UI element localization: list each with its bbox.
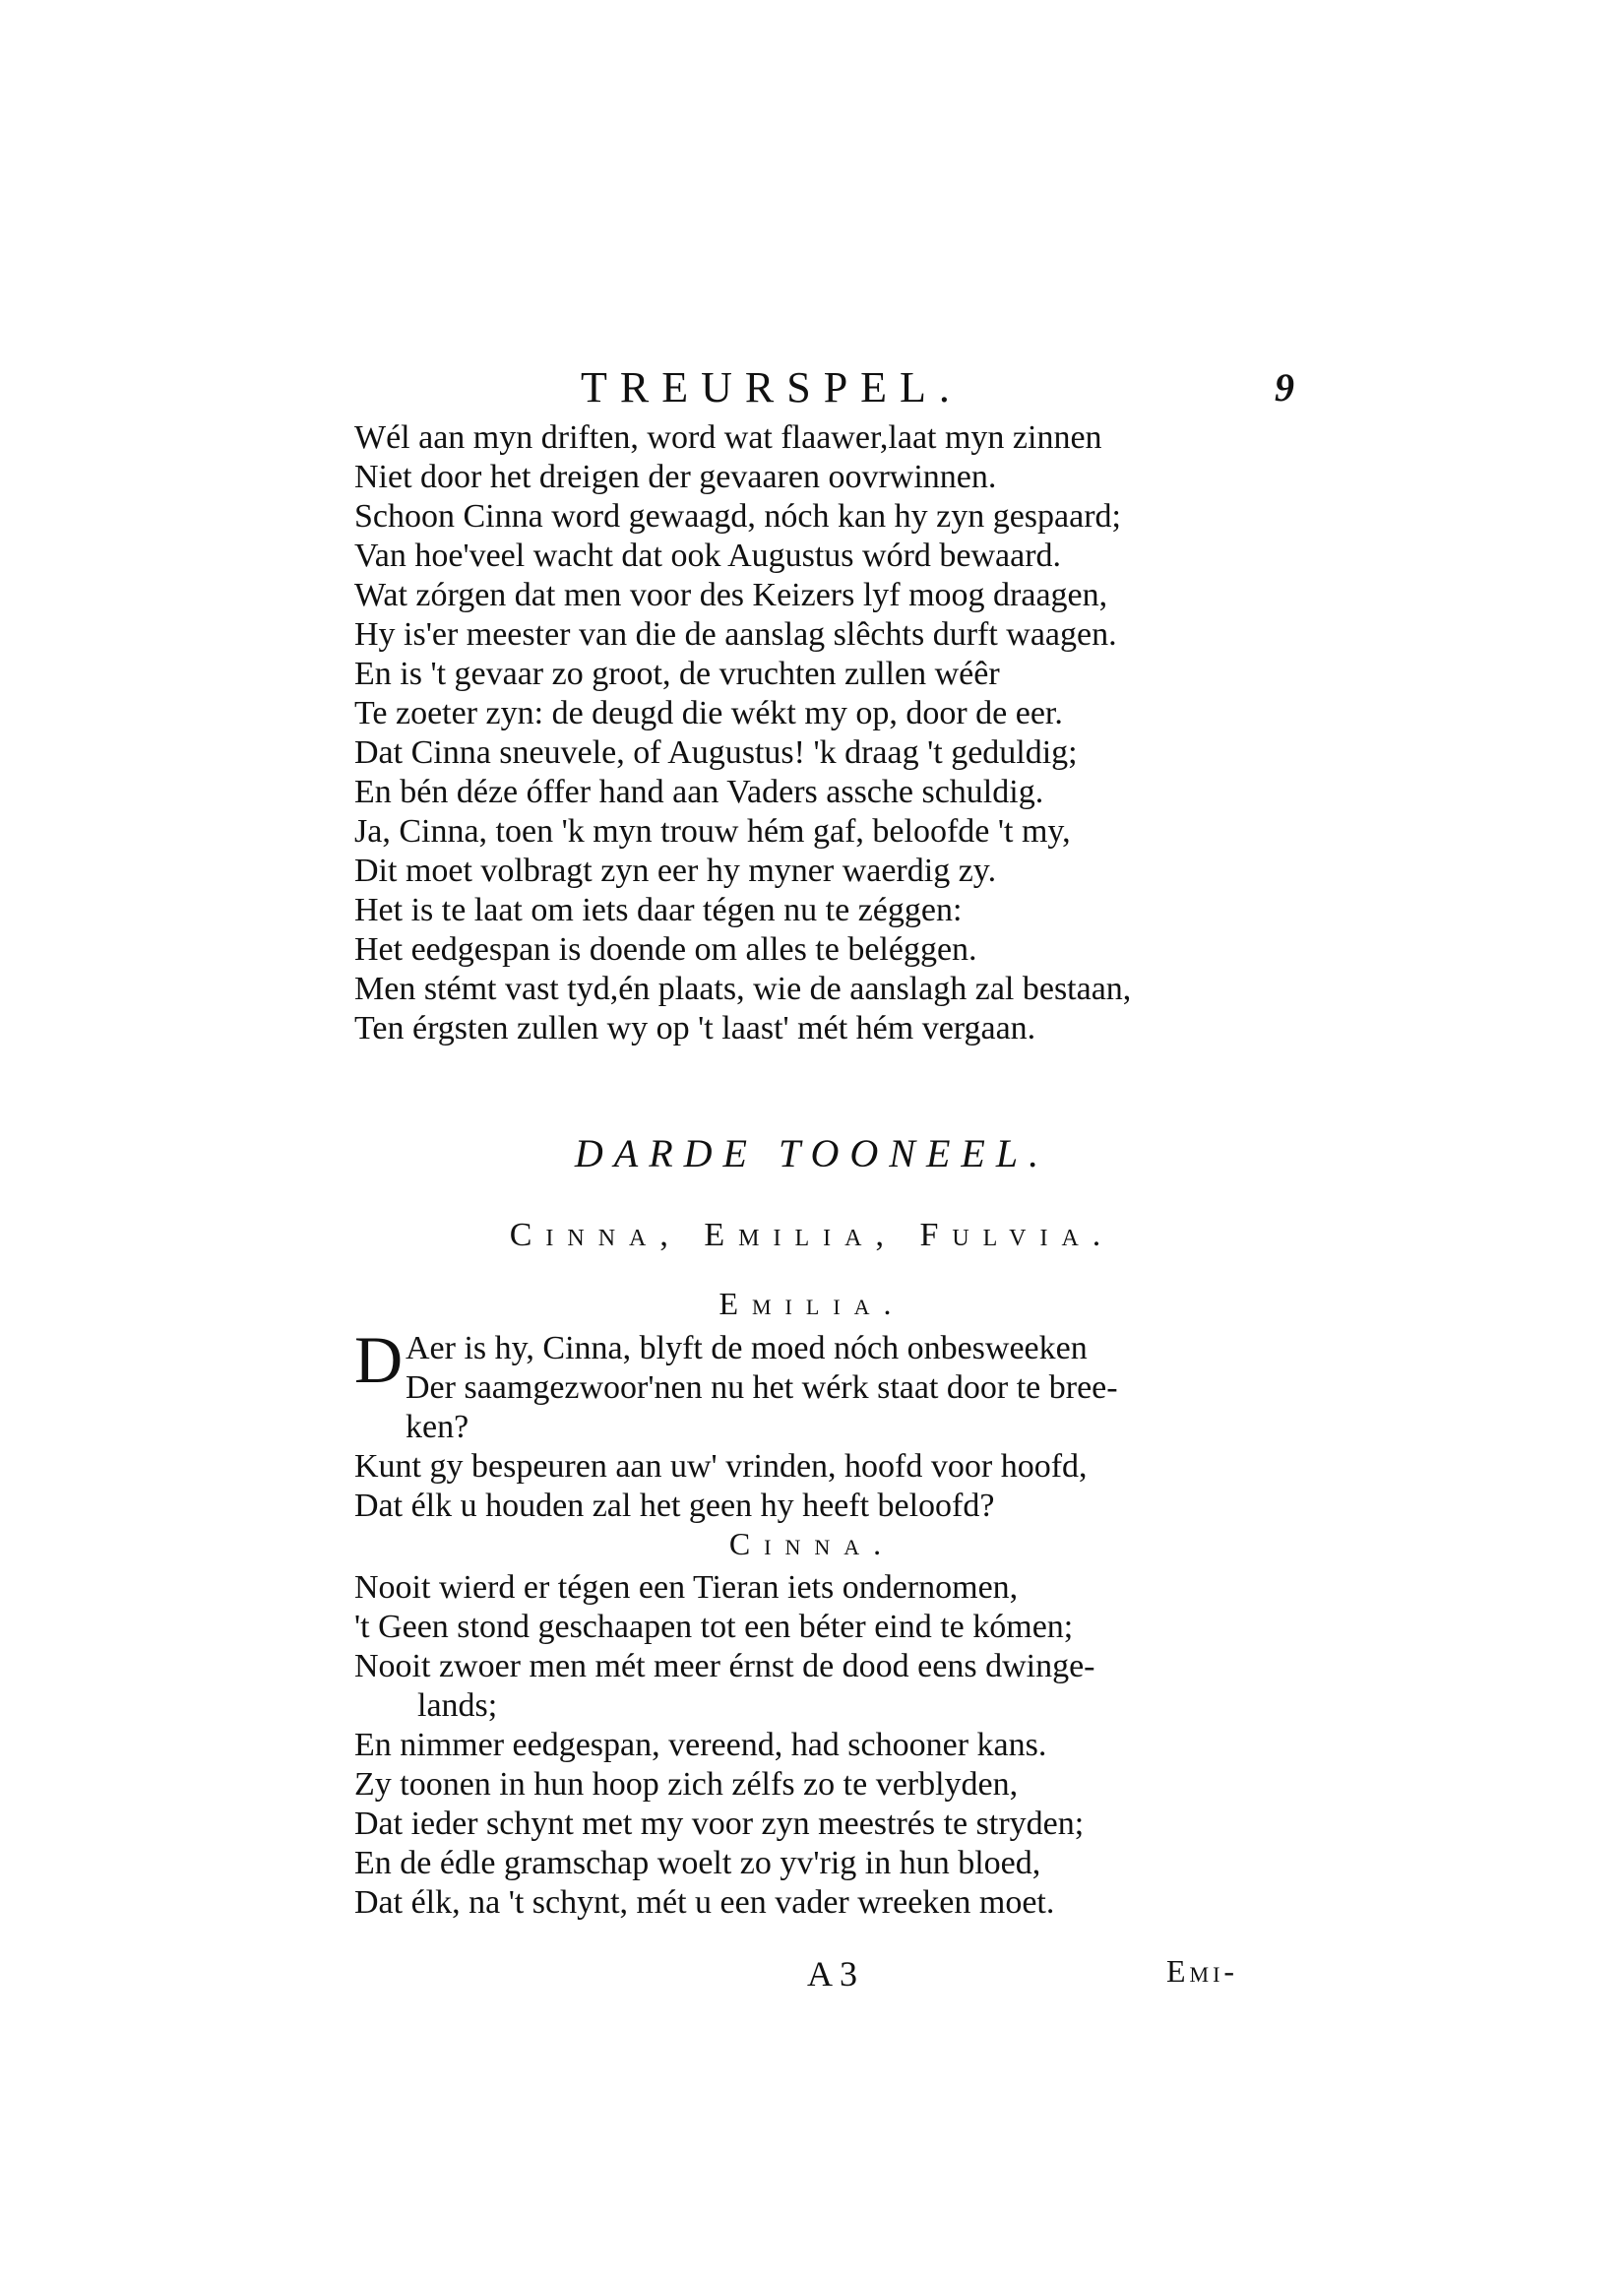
verse-line: En de édle gramschap woelt zo yv'rig in hun bloed,: [354, 1845, 1041, 1881]
verse-line: 't Geen stond geschaapen tot een béter eind te kómen;: [354, 1609, 1074, 1645]
drop-capital: D: [354, 1322, 404, 1397]
verse-line: Ja, Cinna, toen 'k myn trouw hém gaf, beloofde 't my,: [354, 813, 1071, 850]
verse-line: Ten érgsten zullen wy op 't laast' mét hém vergaan.: [354, 1010, 1036, 1046]
verse-line: Wat zórgen dat men voor des Keizers lyf moog draagen,: [354, 577, 1108, 613]
verse-line: Dit moet volbragt zyn eer hy myner waerdig zy.: [354, 853, 997, 889]
verse-line: Het eedgespan is doende om alles te beléggen.: [354, 931, 977, 968]
verse-line: Schoon Cinna word gewaagd, nóch kan hy zyn gespaard;: [354, 498, 1121, 535]
verse-line: Hy is'er meester van die de aanslag slêchts durft waagen.: [354, 616, 1117, 653]
verse-line: Wél aan myn driften, word wat flaawer,laat myn zinnen: [354, 419, 1102, 456]
verse-line: Dat élk, na 't schynt, mét u een vader wreeken moet.: [354, 1884, 1055, 1921]
running-title: TREURSPEL.: [581, 363, 963, 412]
verse-line: Der saamgezwoor'nen nu het wérk staat door te bree-: [406, 1369, 1118, 1406]
verse-line: ken?: [406, 1409, 469, 1445]
speaker-name: Emilia.: [718, 1286, 906, 1321]
verse-line: Aer is hy, Cinna, blyft de moed nóch onbesweeken: [406, 1330, 1088, 1366]
speaker-name: Cinna.: [728, 1526, 896, 1561]
page-number: 9: [1275, 365, 1294, 410]
catchword: Emi-: [1166, 1953, 1239, 1989]
verse-line: Dat élk u houden zal het geen hy heeft beloofd?: [354, 1488, 995, 1524]
verse-line: Dat Cinna sneuvele, of Augustus! 'k draag 't geduldig;: [354, 734, 1078, 771]
verse-line: Dat ieder schynt met my voor zyn meestrés te stryden;: [354, 1806, 1085, 1842]
verse-line: Te zoeter zyn: de deugd die wékt my op, door de eer.: [354, 695, 1063, 731]
verse-line: lands;: [417, 1687, 498, 1724]
verse-line: Nooit wierd er tégen een Tieran iets ondernomen,: [354, 1569, 1019, 1606]
signature-mark: A 3: [807, 1954, 858, 1994]
verse-line: Zy toonen in hun hoop zich zélfs zo te verblyden,: [354, 1766, 1019, 1803]
verse-line: Men stémt vast tyd,én plaats, wie de aanslagh zal bestaan,: [354, 971, 1132, 1007]
verse-line: Het is te laat om iets daar tégen nu te zéggen:: [354, 892, 963, 928]
verse-line: En bén déze óffer hand aan Vaders assche schuldig.: [354, 774, 1044, 810]
cast-list: Cinna, Emilia, Fulvia.: [509, 1217, 1115, 1253]
verse-line: Nooit zwoer men mét meer érnst de dood eens dwinge-: [354, 1648, 1095, 1684]
verse-line: Van hoe'veel wacht dat ook Augustus wórd bewaard.: [354, 538, 1062, 574]
verse-line: En is 't gevaar zo groot, de vruchten zullen wéêr: [354, 656, 1000, 692]
opening-verse: [354, 418, 1319, 1048]
verse-line: Niet door het dreigen der gevaaren oovrwinnen.: [354, 459, 997, 495]
speech-cinna: [354, 1568, 1319, 1923]
running-head: [354, 362, 1294, 421]
verse-line: Kunt gy bespeuren aan uw' vrinden, hoofd voor hoofd,: [354, 1448, 1088, 1485]
verse-line: En nimmer eedgespan, vereend, had schooner kans.: [354, 1727, 1047, 1763]
speech-emilia: [354, 1329, 1319, 1526]
scene-heading: DARDE TOONEEL.: [574, 1131, 1050, 1175]
